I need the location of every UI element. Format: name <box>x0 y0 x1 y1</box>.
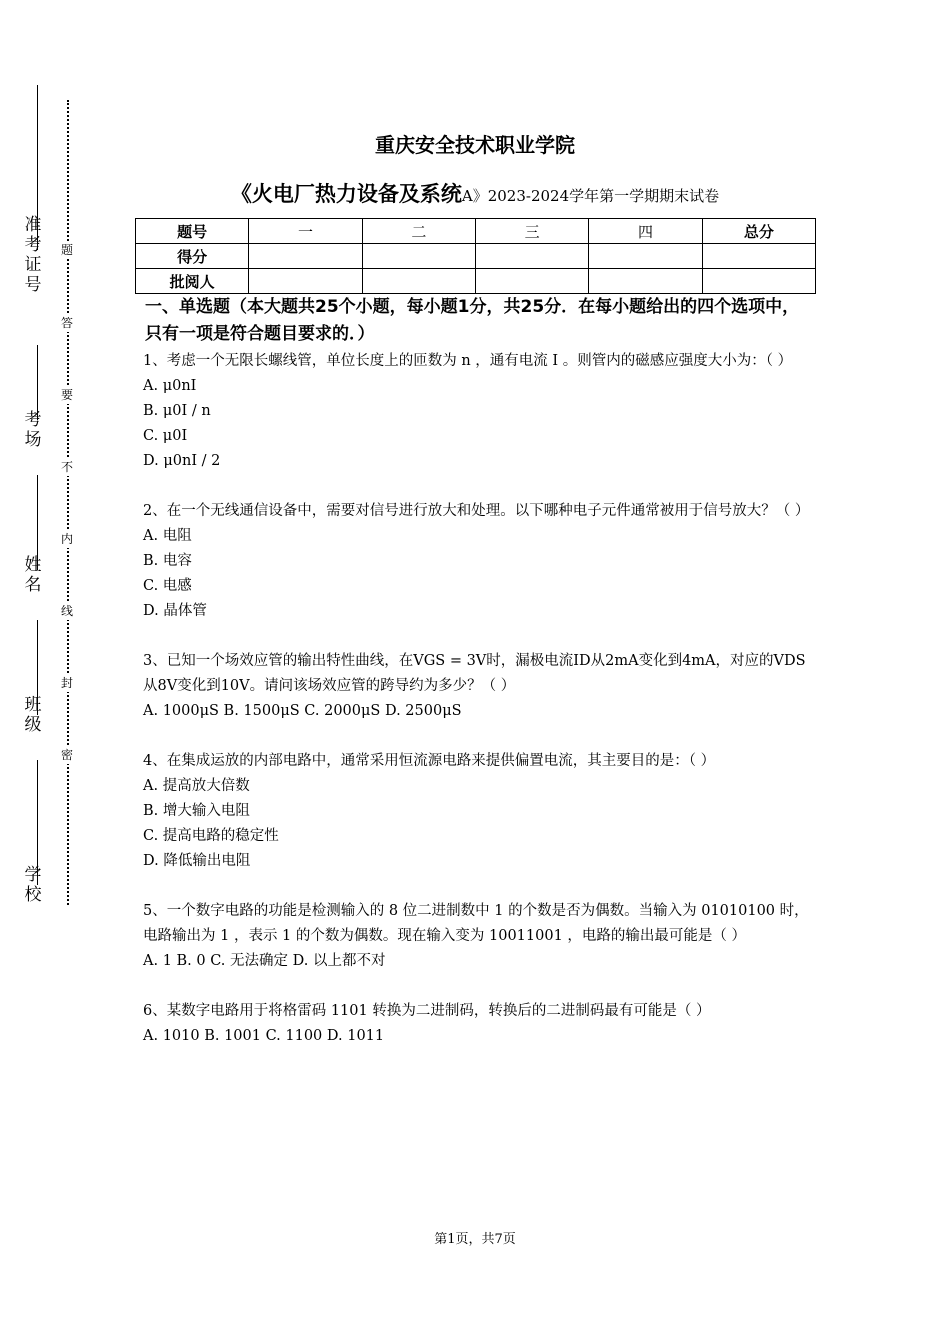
question-option: A. μ0nI <box>143 378 197 394</box>
binding-label: 姓 名 <box>24 555 42 595</box>
section-heading: 一、单选题（本大题共25个小题，每小题1分，共25分．在每小题给出的四个选项中，只有一项是符合题目要求的．） <box>145 297 800 344</box>
question-5 <box>143 899 811 974</box>
question-stem: 4、在集成运放的内部电路中，通常采用恒流源电路来提供偏置电流，其主要目的是：（ ） <box>143 753 716 769</box>
score-table-header-row <box>136 219 816 244</box>
question-option: D. 降低输出电阻 <box>143 853 251 869</box>
exam-title <box>0 180 950 210</box>
score-header-cell: 四 <box>589 219 702 244</box>
seal-char: 要 <box>60 388 73 402</box>
score-header-cell: 总分 <box>702 219 815 244</box>
seal-char: 题 <box>60 243 73 257</box>
binding-label: 准 考 证 号 <box>24 215 42 295</box>
score-row-label: 得分 <box>136 244 249 269</box>
question-option: A. 电阻 <box>143 528 192 544</box>
question-2 <box>143 499 811 624</box>
score-cell <box>362 269 475 294</box>
question-options-inline: A. 1000μS B. 1500μS C. 2000μS D. 2500μS <box>143 703 462 719</box>
seal-char: 封 <box>60 676 73 690</box>
binding-label: 学 校 <box>24 865 42 905</box>
question-4 <box>143 749 811 874</box>
question-option: D. μ0nI / 2 <box>143 453 221 469</box>
score-cell <box>249 269 362 294</box>
question-option: C. 提高电路的稳定性 <box>143 828 279 844</box>
question-option: C. 电感 <box>143 578 192 594</box>
question-6 <box>143 999 811 1049</box>
question-stem: 1、考虑一个无限长螺线管，单位长度上的匝数为 n ，通有电流 I 。则管内的磁感应强度大小为：（ ） <box>143 353 793 369</box>
question-option: B. μ0I / n <box>143 403 211 419</box>
question-stem: 6、某数字电路用于将格雷码 1101 转换为二进制码，转换后的二进制码最有可能是（ ） <box>143 1003 711 1019</box>
score-header-cell: 题号 <box>136 219 249 244</box>
score-table-row <box>136 269 816 294</box>
score-cell <box>702 269 815 294</box>
score-table-row <box>136 244 816 269</box>
question-option: A. 提高放大倍数 <box>143 778 250 794</box>
school-title: 重庆安全技术职业学院 <box>375 133 575 157</box>
question-option: B. 电容 <box>143 553 192 569</box>
score-row-label: 批阅人 <box>136 269 249 294</box>
score-cell <box>249 244 362 269</box>
question-options-inline: A. 1010 B. 1001 C. 1100 D. 1011 <box>143 1028 385 1044</box>
score-cell <box>475 244 588 269</box>
question-option: C. μ0I <box>143 428 188 444</box>
course-name: 《火电厂热力设备及系统 <box>230 182 462 206</box>
binding-label: 考 场 <box>24 410 42 450</box>
seal-char: 内 <box>60 532 73 546</box>
score-header-cell: 三 <box>475 219 588 244</box>
question-1 <box>143 349 811 474</box>
question-stem: 2、在一个无线通信设备中，需要对信号进行放大和处理。以下哪种电子元件通常被用于信号放大？（ ） <box>143 503 810 519</box>
question-option: B. 增大输入电阻 <box>143 803 250 819</box>
seal-char: 线 <box>60 604 73 618</box>
seal-char: 不 <box>60 460 73 474</box>
score-cell <box>702 244 815 269</box>
score-cell <box>589 244 702 269</box>
binding-line <box>37 345 38 420</box>
question-stem: 3、已知一个场效应管的输出特性曲线，在VGS = 3V时，漏极电流ID从2mA变化到4mA，对应的VDS从8V变化到10V。请问该场效应管的跨导约为多少？（ ） <box>143 653 806 694</box>
score-table <box>135 218 816 294</box>
page-footer: 第1页，共7页 <box>434 1232 516 1247</box>
score-cell <box>475 269 588 294</box>
question-option: D. 晶体管 <box>143 603 207 619</box>
seal-dotted-line <box>67 100 69 905</box>
seal-char: 密 <box>60 748 73 762</box>
question-stem: 5、一个数字电路的功能是检测输入的 8 位二进制数中 1 的个数是否为偶数。当输入为 01010100 时，电路输出为 1 ，表示 1 的个数为偶数。现在输入变为 10011001 ，电路的输出最可能是（ ） <box>143 903 809 944</box>
score-header-cell: 二 <box>362 219 475 244</box>
score-header-cell: 一 <box>249 219 362 244</box>
exam-content <box>143 294 811 1074</box>
binding-label: 班 级 <box>24 695 42 735</box>
question-3 <box>143 649 811 724</box>
score-cell <box>362 244 475 269</box>
question-options-inline: A. 1 B. 0 C. 无法确定 D. 以上都不对 <box>143 953 386 969</box>
score-cell <box>589 269 702 294</box>
seal-char: 答 <box>60 316 73 330</box>
exam-term: A》2023-2024学年第一学期期末试卷 <box>461 187 720 205</box>
